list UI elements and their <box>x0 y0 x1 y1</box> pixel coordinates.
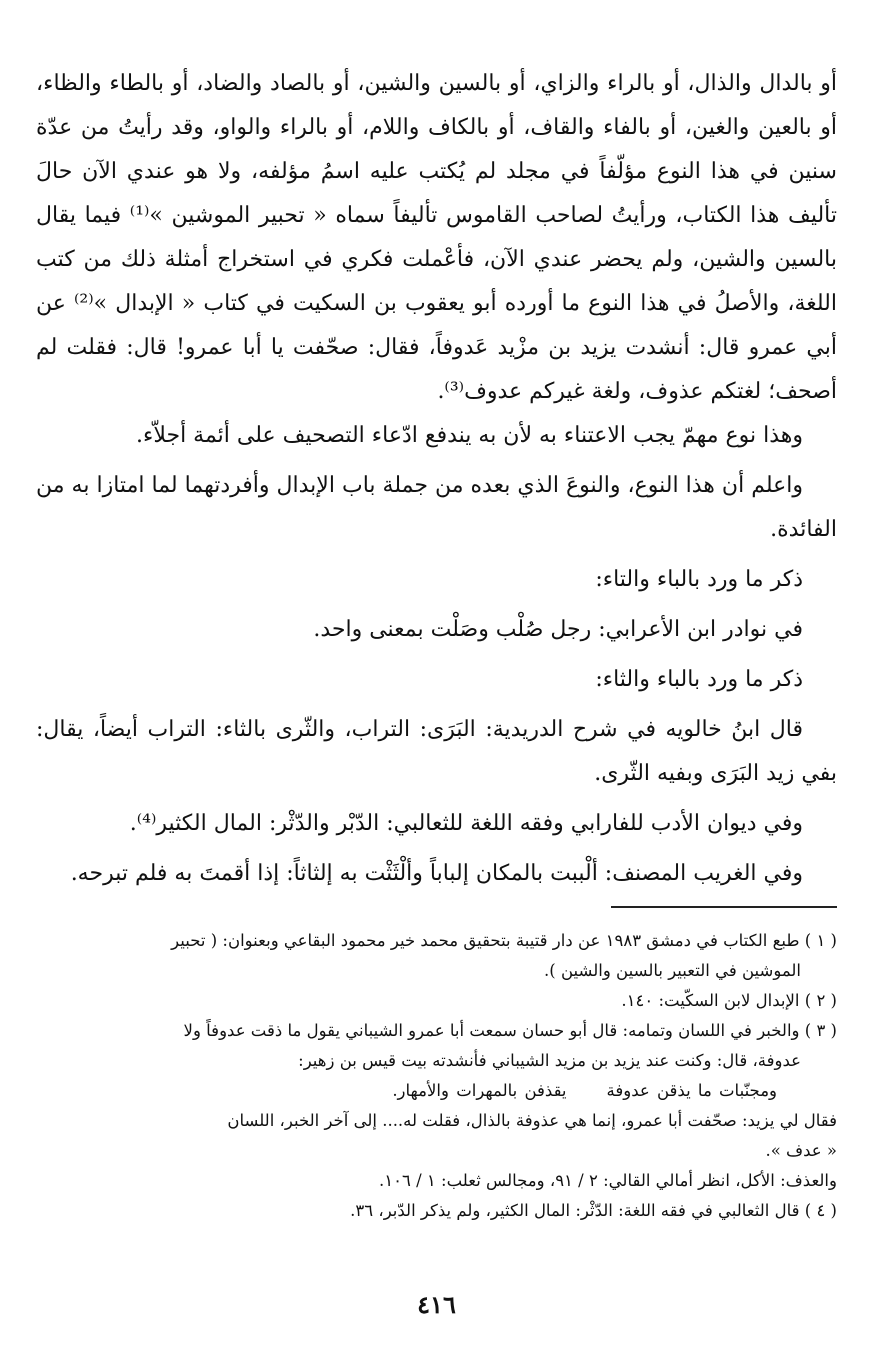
paragraph-2: وهذا نوع مهمّ يجب الاعتناء به لأن به يندفع ادّعاء التصحيف على أئمة أجلاّء. <box>136 423 803 448</box>
section-heading-ba-tha: ذكر ما ورد بالباء والثاء: <box>595 667 803 692</box>
footnotes <box>36 926 837 1226</box>
footnote-3-line-4: « عدف ». <box>765 1141 837 1160</box>
page-number: ٤١٦ <box>417 1290 456 1319</box>
footnote-4: ( ٤ ) قال الثعالبي في فقه اللغة: الدّثْر: المال الكثير، ولم يذكر الدّبر، ٣٦. <box>350 1201 837 1220</box>
footnote-3-line-3: فقال لي يزيد: صحّفت أبا عمرو، إنما هي عذوفة بالذال، فقلت له.... إلى آخر الخبر، اللسان <box>227 1111 837 1130</box>
footnote-2: ( ٢ ) الإبدال لابن السكّيت: ١٤٠. <box>621 991 837 1010</box>
paragraph-5: قال ابنُ خالويه في شرح الدريدية: البَرَى: التراب، والثّرى بالثاء: التراب أيضاً، يقال: بفي زيد البَرَى وبفيه الثّرى. <box>36 717 837 786</box>
verse-second-hemistich: يقذفن بالمهرات والأمهار. <box>392 1081 567 1100</box>
paragraph-4: في نوادر ابن الأعرابي: رجل صُلْب وصَلْت بمعنى واحد. <box>313 617 803 642</box>
paragraph-6: وفي ديوان الأدب للفارابي وفقه اللغة للثعالبي: الدّبْر والدّثْر: المال الكثير⁽⁴⁾. <box>129 811 803 836</box>
paragraph-1: أو بالدال والذال، أو بالراء والزاي، أو بالسين والشين، أو بالصاد والضاد، أو بالطاء والظاء، أو بالعين والغين، أو بالفاء والقاف، أو بالكاف واللام، أو بالراء والواو، وقد رأيتُ من عدّة سنين في هذا النوع مؤلّفاً في مجلد لم يُكتب عليه اسمُ مؤلفه، ولا هو عندي الآن حالَ تأليف هذا الكتاب، ورأيتُ لصاحب القاموس تأليفاً سماه « تحبير الموشين »⁽¹⁾ فيما يقال بالسين والشين، ولم يحضر عندي الآن، فأعْملت فكري في استخراج أمثلة ذلك من كتب اللغة، والأصلُ في هذا النوع ما أورده أبو يعقوب بن السكيت في كتاب « الإبدال »⁽²⁾ عن أبي عمرو قال: أنشدت يزيد بن مزْيد عَدوفاً، فقال: صحّفت يا أبا عمرو! قال: فقلت لم أصحف؛ لغتكم عذوف، ولغة غيركم عدوف⁽³⁾. <box>36 71 837 404</box>
footnote-3-verse <box>36 1076 837 1106</box>
footnote-1: ( ١ ) طبع الكتاب في دمشق ١٩٨٣ عن دار قتيبة بتحقيق محمد خير محمود البقاعي وبعنوان: ( تحبير <box>171 931 837 950</box>
main-text <box>36 62 837 896</box>
footnote-1-continued: الموشين في التعبير بالسين والشين ). <box>544 961 801 980</box>
footnote-3-line-5: والعذف: الأكل، انظر أمالي القالي: ٢ / ٩١، ومجالس ثعلب: ١ / ١٠٦. <box>379 1171 837 1190</box>
footnote-3-continued: عدوفة، قال: وكنت عند يزيد بن مزيد الشيباني فأنشدته بيت قيس بن زهير: <box>298 1051 801 1070</box>
section-heading-ba-ta: ذكر ما ورد بالباء والتاء: <box>595 567 803 592</box>
footnote-separator <box>611 906 837 908</box>
paragraph-3: واعلم أن هذا النوع، والنوعَ الذي بعده من جملة باب الإبدال وأفردتهما لما امتازا به من الفائدة. <box>36 473 837 542</box>
verse-first-hemistich: ومجنّبات ما يذقن عدوفة <box>606 1081 777 1100</box>
footnote-3: ( ٣ ) والخبر في اللسان وتمامه: قال أبو حسان سمعت أبا عمرو الشيباني يقول ما ذقت عدوفاً ولا <box>183 1021 837 1040</box>
paragraph-7: وفي الغريب المصنف: ألْببت بالمكان إلباباً وألْثَثْت به إلثاثاً: إذا أقمتَ به فلم تبرحه. <box>70 861 803 886</box>
